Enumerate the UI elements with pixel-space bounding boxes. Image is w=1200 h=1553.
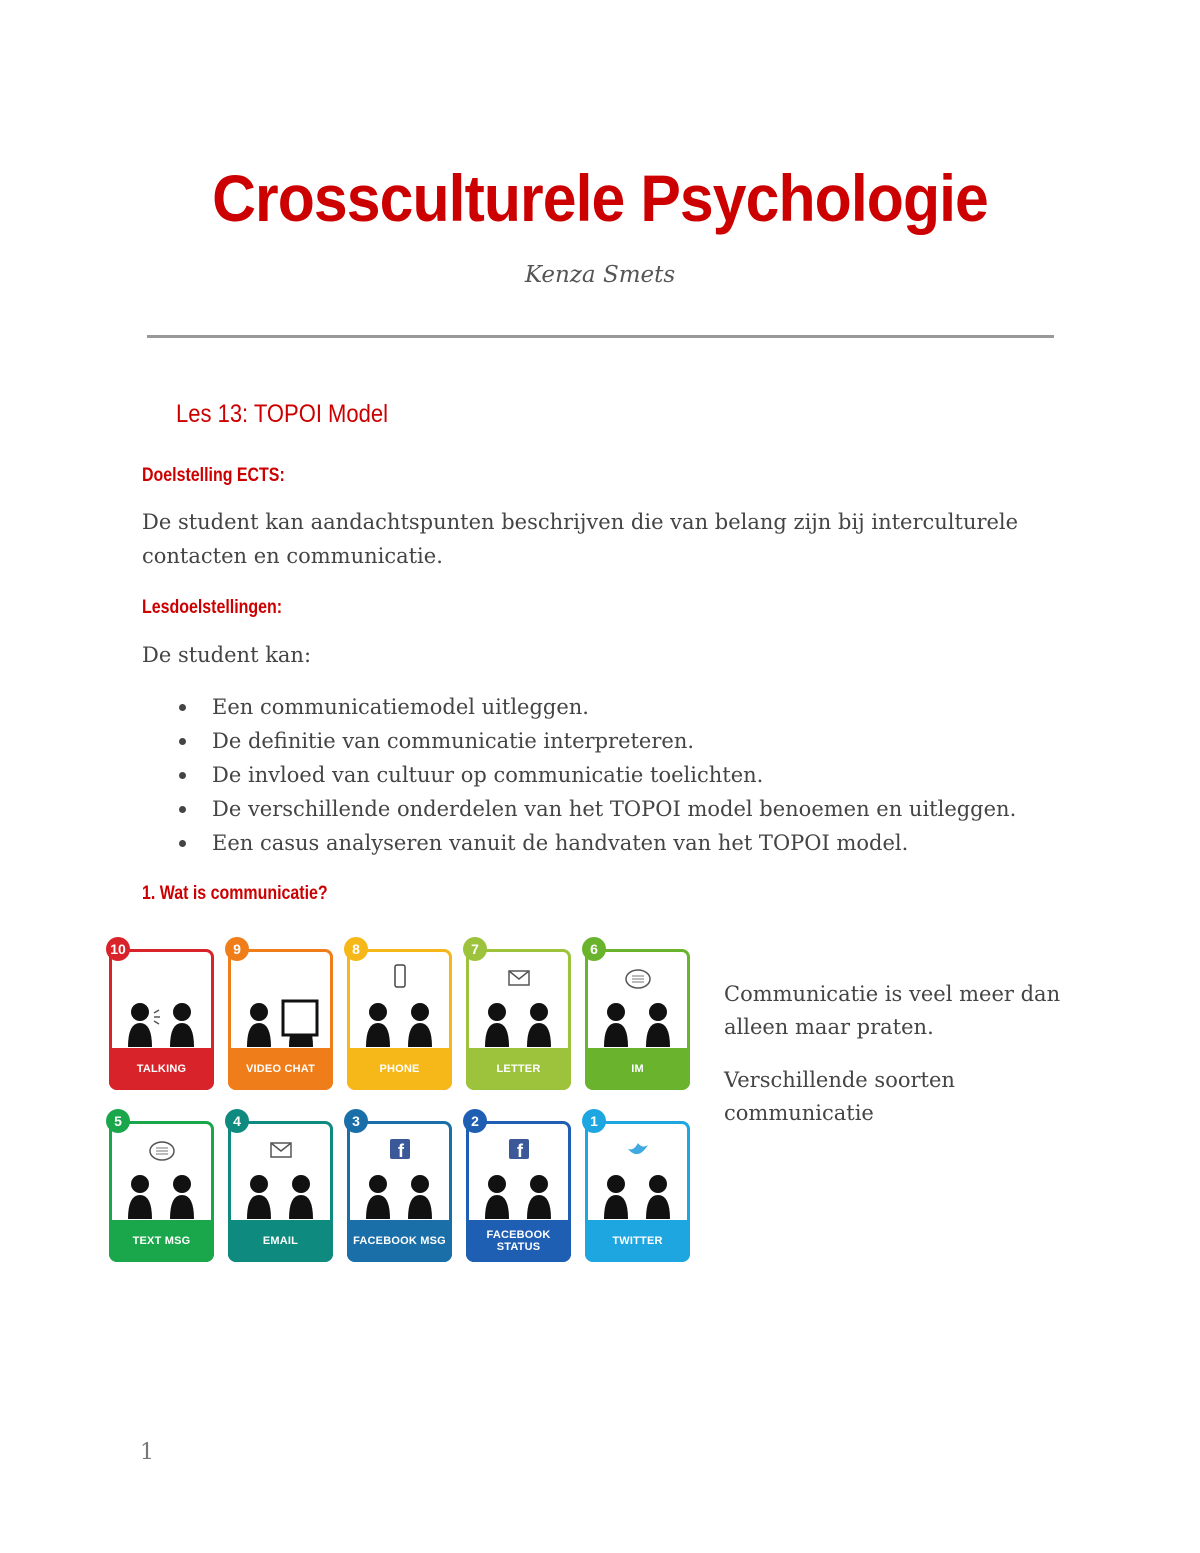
card-label: FACEBOOK STATUS bbox=[466, 1220, 571, 1262]
communication-card bbox=[582, 937, 690, 1090]
list-item: De definitie van communicatie interpreteren. bbox=[142, 724, 1016, 758]
envelope-icon bbox=[509, 971, 529, 985]
lesson-goals-heading: Lesdoelstellingen: bbox=[142, 597, 283, 618]
speech-icon bbox=[154, 1010, 160, 1024]
card-number: 7 bbox=[463, 937, 487, 961]
communication-card bbox=[582, 1109, 690, 1262]
facebook-icon bbox=[509, 1139, 529, 1161]
card-label: FACEBOOK MSG bbox=[347, 1220, 452, 1262]
card-label: LETTER bbox=[466, 1048, 571, 1090]
bird-icon bbox=[628, 1143, 648, 1154]
objective-text-line2: contacten en communicatie. bbox=[142, 544, 443, 568]
card-number: 9 bbox=[225, 937, 249, 961]
communication-card bbox=[225, 1109, 333, 1262]
objective-heading: Doelstelling ECTS: bbox=[142, 465, 285, 486]
card-label: TWITTER bbox=[585, 1220, 690, 1262]
list-item: Een casus analyseren vanuit de handvaten van het TOPOI model. bbox=[142, 826, 1016, 860]
lesson-goals-list bbox=[142, 690, 1016, 860]
card-label: IM bbox=[585, 1048, 690, 1090]
card-number: 2 bbox=[463, 1109, 487, 1133]
card-scene bbox=[231, 957, 331, 1047]
section1-heading: 1. Wat is communicatie? bbox=[142, 883, 328, 904]
page-number: 1 bbox=[140, 1440, 154, 1465]
lesson-heading: Les 13: TOPOI Model bbox=[176, 400, 388, 428]
objective-text-line1: De student kan aandachtspunten beschrijven die van belang zijn bij interculturele bbox=[142, 510, 1019, 534]
list-item: De verschillende onderdelen van het TOPOI model benoemen en uitleggen. bbox=[142, 792, 1016, 826]
document-title: Crossculturele Psychologie bbox=[212, 161, 988, 235]
communication-card bbox=[106, 937, 214, 1090]
side-text-paragraph-1: Communicatie is veel meer dan alleen maar praten. bbox=[724, 982, 1061, 1039]
communication-card bbox=[106, 1109, 214, 1262]
communication-card bbox=[463, 937, 571, 1090]
screen-icon bbox=[283, 1001, 317, 1035]
card-scene bbox=[112, 1129, 212, 1219]
list-item: De invloed van cultuur op communicatie toelichten. bbox=[142, 758, 1016, 792]
envelope-icon bbox=[271, 1143, 291, 1157]
card-label: TALKING bbox=[109, 1048, 214, 1090]
communication-types-figure bbox=[106, 937, 696, 1267]
card-number: 1 bbox=[582, 1109, 606, 1133]
card-scene bbox=[231, 1129, 331, 1219]
card-scene bbox=[469, 1129, 569, 1219]
svg-text:f: f bbox=[517, 1141, 523, 1161]
facebook-icon bbox=[390, 1139, 410, 1161]
card-scene bbox=[112, 957, 212, 1047]
card-scene bbox=[469, 957, 569, 1047]
card-label: TEXT MSG bbox=[109, 1220, 214, 1262]
card-number: 5 bbox=[106, 1109, 130, 1133]
chat-bubble-icon bbox=[150, 1142, 174, 1160]
card-number: 10 bbox=[106, 937, 130, 961]
side-text bbox=[724, 978, 1064, 1150]
list-item: Een communicatiemodel uitleggen. bbox=[142, 690, 1016, 724]
chat-bubble-icon bbox=[626, 970, 650, 988]
card-label: PHONE bbox=[347, 1048, 452, 1090]
lesson-goals-intro: De student kan: bbox=[142, 643, 312, 667]
card-number: 3 bbox=[344, 1109, 368, 1133]
side-text-paragraph-2: Verschillende soorten communicatie bbox=[724, 1068, 955, 1125]
card-number: 6 bbox=[582, 937, 606, 961]
card-scene bbox=[350, 957, 450, 1047]
communication-card bbox=[463, 1109, 571, 1262]
communication-card bbox=[344, 1109, 452, 1262]
card-number: 8 bbox=[344, 937, 368, 961]
horizontal-divider bbox=[147, 335, 1054, 338]
phone-icon bbox=[395, 965, 405, 987]
document-author: Kenza Smets bbox=[524, 262, 676, 288]
card-scene bbox=[588, 957, 688, 1047]
svg-text:f: f bbox=[398, 1141, 404, 1161]
card-scene bbox=[350, 1129, 450, 1219]
card-scene bbox=[588, 1129, 688, 1219]
card-label: EMAIL bbox=[228, 1220, 333, 1262]
card-number: 4 bbox=[225, 1109, 249, 1133]
communication-card bbox=[344, 937, 452, 1090]
card-label: VIDEO CHAT bbox=[228, 1048, 333, 1090]
communication-card bbox=[225, 937, 333, 1090]
